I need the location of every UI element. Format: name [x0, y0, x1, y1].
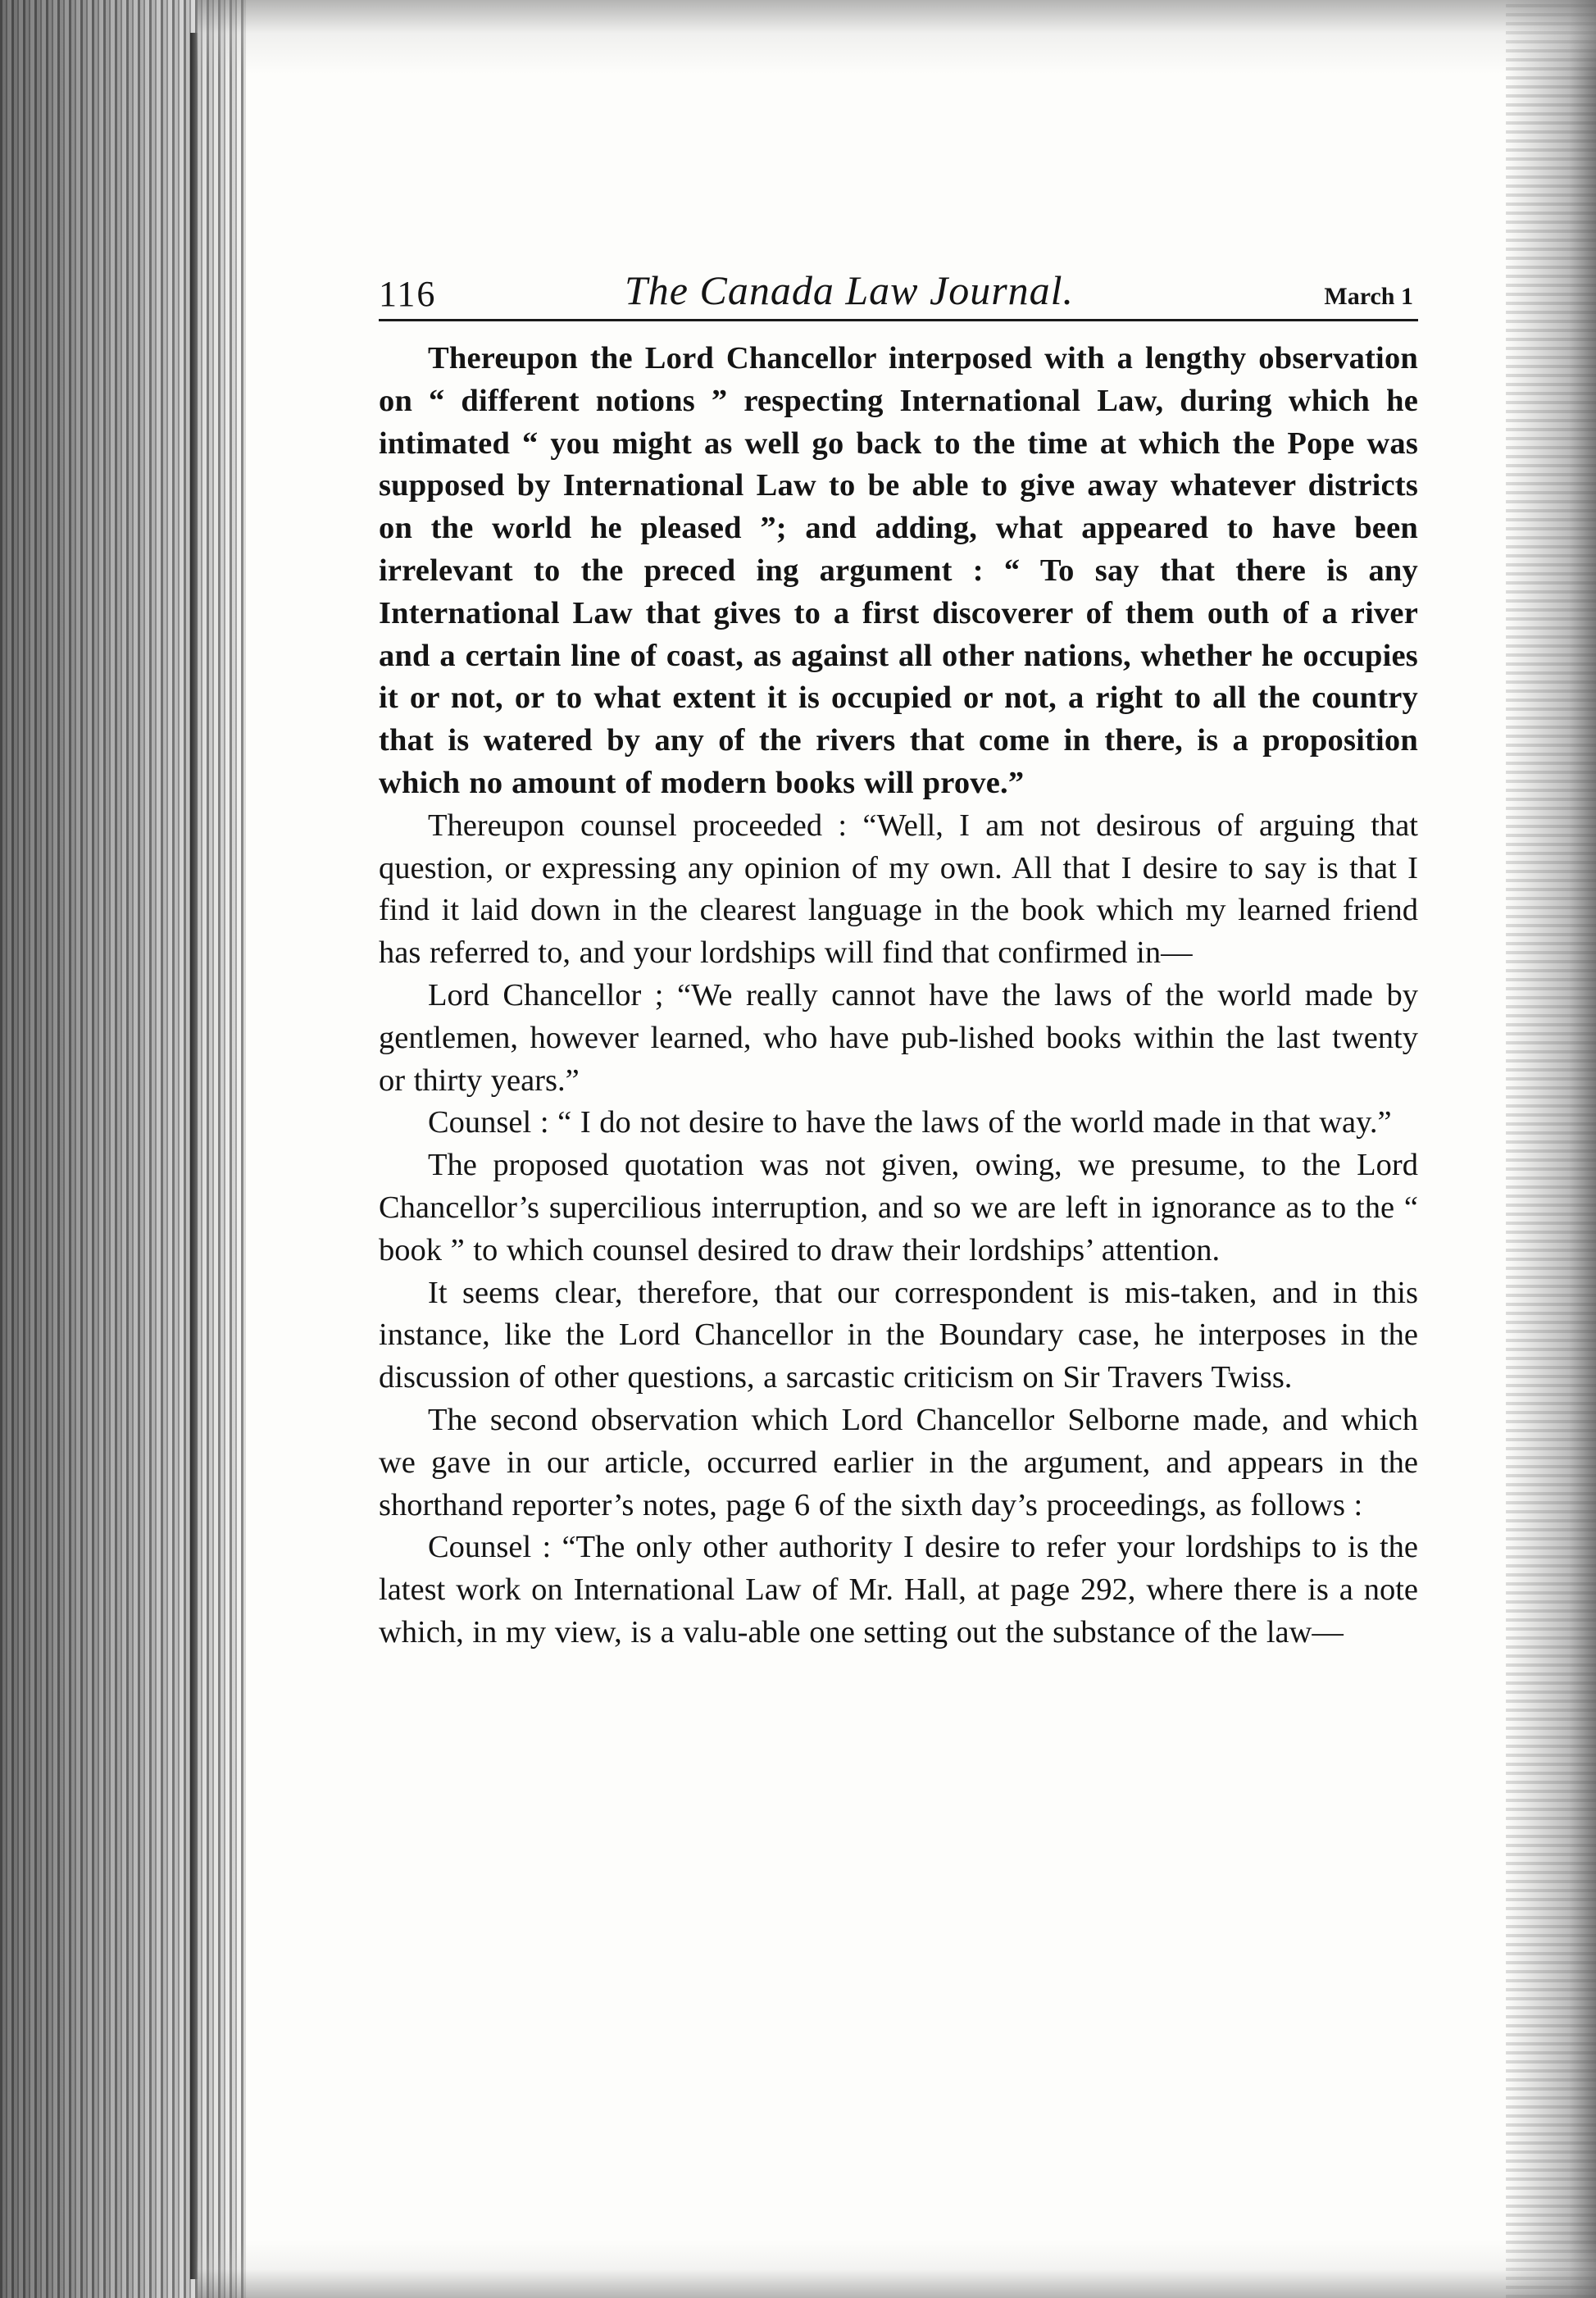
binding-edge: [190, 33, 198, 2279]
page-header: [379, 266, 1418, 321]
paragraph-second-observation: The second observation which Lord Chancellor Selborne made, and which we gave in our article, occurred earlier in the argument, and appears in the shorthand reporter’s notes, page 6 of the sixth day’s proceedings, as follows :: [379, 1402, 1418, 1522]
article-body: [379, 338, 1418, 1654]
scan-top-edge: [197, 0, 1596, 74]
paragraph-counsel-proceeded: Thereupon counsel proceeded : “Well, I am not desirous of arguing that question, or expressing any opinion of my own. All that I desire to say is that I find it laid down in the clearest language in the book which my learned friend has referred to, and your lordships will find that confirmed in—: [379, 808, 1418, 971]
paragraph-counsel-authority: Counsel : “The only other authority I desire to refer your lordships to is the latest work on International Law of Mr. Hall, at page 292, where there is a note which, in my view, is a valu-able one setting out the substance of the law—: [379, 1530, 1418, 1650]
issue-date: March 1: [1324, 283, 1413, 310]
paragraph-proposed-quotation: The proposed quotation was not given, owing, we presume, to the Lord Chancellor’s supercilious interruption, and so we are left in ignorance as to the “ book ” to which counsel desired to draw their lordships’ attention.: [379, 1148, 1418, 1267]
paragraph-lord-chancellor-interposed: Thereupon the Lord Chancellor interposed with a lengthy observation on “ different notions ” respecting International Law, during which he intimated “ you might as well go back to the time at which the Pope was supposed by International Law to be able to give away whatever districts on the world he pleased ”; and adding, what appeared to have been irrelevant to the preced ing argument : “ To say that there is any International Law that gives to a first discoverer of them outh of a river and a certain line of coast, as against all other nations, whether he occupies it or not, or to what extent it is occupied or not, a right to all the country that is watered by any of the rivers that come in there, is a proposition which no amount of modern books will prove.”: [379, 341, 1418, 800]
page-number: 116: [379, 274, 437, 314]
journal-page: [379, 266, 1418, 1654]
paragraph-correspondent-mistaken: It seems clear, therefore, that our correspondent is mis-taken, and in this instance, like the Lord Chancellor in the Boundary case, he interposes in the discussion of other questions, a sarcastic criticism on Sir Travers Twiss.: [379, 1275, 1418, 1395]
paragraph-lord-chancellor-reply: Lord Chancellor ; “We really cannot have the laws of the world made by gentlemen, however learned, who have pub-lished books within the last twenty or thirty years.”: [379, 977, 1418, 1098]
running-title: The Canada Law Journal.: [625, 267, 1075, 313]
scan-bottom-edge: [197, 2241, 1596, 2298]
paragraph-counsel-reply: Counsel : “ I do not desire to have the laws of the world made in that way.”: [428, 1105, 1392, 1140]
scan-right-edge: [1506, 0, 1596, 2298]
scan-gutter-shadow: [0, 0, 246, 2298]
